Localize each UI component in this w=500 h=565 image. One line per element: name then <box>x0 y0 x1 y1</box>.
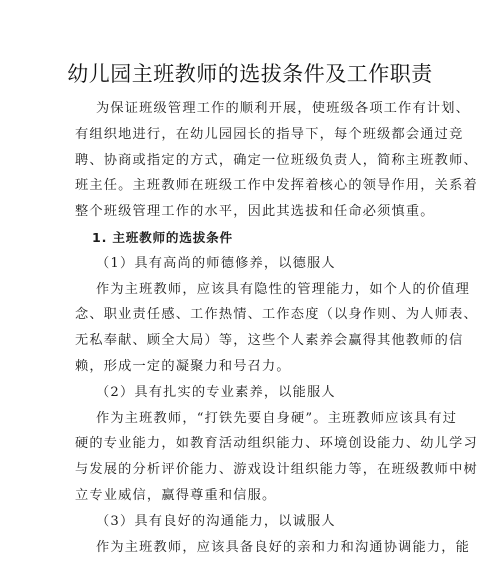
paragraph-line: 有组织地进行，在幼儿园园长的指导下，每个班级都会通过竞 <box>75 126 464 142</box>
subheading-line: （2）具有扎实的专业素养，以能服人 <box>96 384 336 400</box>
section-heading: 1. 主班教师的选拔条件 <box>92 230 233 245</box>
paragraph-line: 硬的专业能力，如教育活动组织能力、环境创设能力、幼儿学习 <box>75 436 478 452</box>
document-title: 幼儿园主班教师的选拔条件及工作职责 <box>67 62 433 86</box>
paragraph-line: 班主任。主班教师在班级工作中发挥着核心的领导作用，关系着 <box>75 178 478 194</box>
paragraph-line: 立专业威信，赢得尊重和信服。 <box>75 488 277 503</box>
paragraph-line: 为保证班级管理工作的顺利开展，使班级各项工作有计划、 <box>96 101 471 116</box>
paragraph-line: 无私奉献、顾全大局）等，这些个人素养会赢得其他教师的信 <box>75 333 464 349</box>
paragraph-line: 作为主班教师，应该具有隐性的管理能力，如个人的价值理 <box>96 281 471 297</box>
paragraph-line: 赖，形成一定的凝聚力和号召力。 <box>75 359 291 374</box>
paragraph-line: 整个班级管理工作的水平，因此其选拔和任命必须慎重。 <box>75 204 435 220</box>
paragraph-line: 念、职业责任感、工作热情、工作态度（以身作则、为人师表、 <box>75 307 478 323</box>
subheading-line: （1）具有高尚的师德修养，以德服人 <box>96 255 336 271</box>
paragraph-line: 聘、协商或指定的方式，确定一位班级负责人，简称主班教师、 <box>75 152 478 168</box>
paragraph-line: 与发展的分析评价能力、游戏设计组织能力等，在班级教师中树 <box>75 462 478 478</box>
paragraph-line: 作为主班教师，应该具备良好的亲和力和沟通协调能力，能 <box>96 539 471 555</box>
paragraph-line: 作为主班教师，“打铁先要自身硬”。主班教师应该具有过 <box>96 410 458 426</box>
subheading-line: （3）具有良好的沟通能力，以诚服人 <box>96 513 336 529</box>
